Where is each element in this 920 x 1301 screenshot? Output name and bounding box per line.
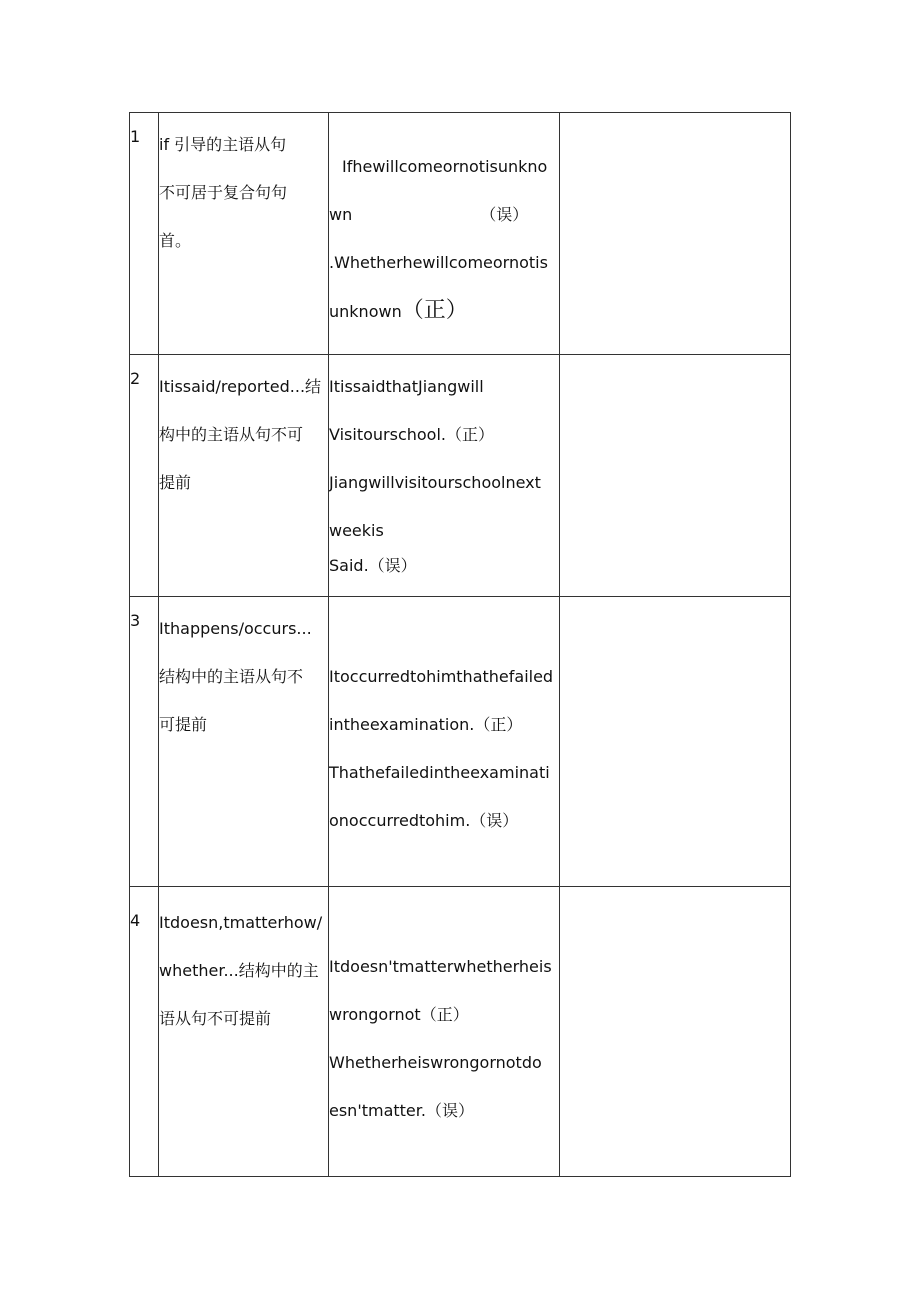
row-number: 4 [130,887,159,1177]
rule-cell [159,597,329,887]
table-row [130,113,791,355]
note-cell [560,113,791,355]
example-cell [329,113,560,355]
rule-cell [159,355,329,597]
example-cell [329,887,560,1177]
note-cell [560,355,791,597]
example-text: Itdoesn'tmatterwhetherheis [329,957,552,976]
example-text: wrongornot（正） [329,1005,469,1024]
rule-text: 不可居于复合句句 [159,183,288,202]
grammar-rules-table [129,112,791,1177]
example-text: Ifhewillcomeornotisunkno [342,157,548,176]
example-cell [329,355,560,597]
example-text-with-mark [329,287,559,336]
rule-text: 可提前 [159,715,208,734]
rule-text: Itdoesn,tmatterhow/ [159,913,323,932]
rule-text: 构中的主语从句不可 [159,425,304,444]
table-row [130,887,791,1177]
example-cell [329,597,560,887]
example-text: Jiangwillvisitourschoolnext [329,473,541,492]
rule-cell [159,113,329,355]
example-text: .Whetherhewillcomeornotis [329,253,548,272]
example-text: Visitourschool.（正） [329,425,494,444]
example-text: Whetherheiswrongornotdo [329,1053,542,1072]
rule-text: if 引导的主语从句 [159,135,287,154]
rule-text: 提前 [159,473,192,492]
example-text: weekis [329,521,384,540]
note-cell [560,597,791,887]
table-row [130,355,791,597]
example-text: Said.（误） [329,556,417,575]
table-row [130,597,791,887]
incorrect-mark: （误） [480,205,529,224]
example-text: ItissaidthatJiangwill [329,377,484,396]
rule-text: 首。 [159,231,192,250]
example-text: unknown [329,302,402,321]
correct-mark: （正） [401,298,468,323]
example-text: onoccurredtohim.（误） [329,811,519,830]
example-text: wn [329,205,353,224]
example-text: esn'tmatter.（误） [329,1101,474,1120]
rule-text: 语从句不可提前 [159,1009,272,1028]
note-cell [560,887,791,1177]
rule-text: 结构中的主语从句不 [159,667,304,686]
rule-cell [159,887,329,1177]
example-text: Itoccurredtohimthathefailed [329,667,554,686]
rule-text: Ithappens/occurs... [159,619,312,638]
rule-text: Itissaid/reported...结 [159,377,322,396]
example-text: Thathefailedintheexaminati [329,763,550,782]
example-text-with-mark [329,191,559,239]
row-number: 1 [130,113,159,355]
example-text: intheexamination.（正） [329,715,523,734]
row-number: 2 [130,355,159,597]
row-number: 3 [130,597,159,887]
rule-text: whether...结构中的主 [159,961,319,980]
